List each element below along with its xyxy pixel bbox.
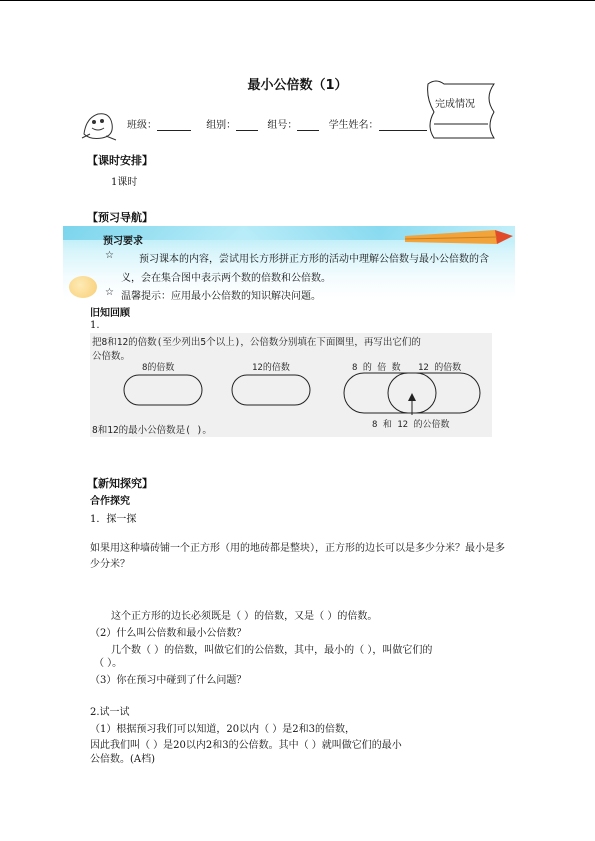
scroll-frame-icon <box>424 78 502 142</box>
arrow-head <box>408 393 416 401</box>
review-number: 1. <box>90 320 100 331</box>
multiples-figure <box>90 333 492 437</box>
oval-multiples-12 <box>232 375 310 405</box>
label-multiples-8-venn: 8 的 倍 数 <box>352 363 401 373</box>
preview-item1-line1: 预习课本的内容，尝试用长方形拼正方形的活动中理解公倍数与最小公倍数的含 <box>139 254 489 265</box>
label-multiples-12: 12的倍数 <box>252 363 290 373</box>
venn-right-oval <box>388 373 480 413</box>
try-title: 2.试一试 <box>90 707 130 718</box>
venn-left-oval <box>344 373 436 413</box>
preview-item1-line2: 义，会在集合图中表示两个数的倍数和公倍数。 <box>121 273 331 284</box>
venn-diagram <box>90 333 492 437</box>
preview-item2: 温馨提示：应用最小公倍数的知识解决问题。 <box>121 291 321 300</box>
oval-multiples-8 <box>124 375 202 405</box>
label-multiples-8: 8的倍数 <box>142 363 175 373</box>
group-field[interactable] <box>236 120 258 131</box>
preview-bullet-2: ☆ <box>105 287 114 298</box>
completion-status-label: 完成情况 <box>435 99 475 110</box>
preview-banner <box>63 226 515 300</box>
figure-instruction-line2: 公倍数。 <box>92 351 131 362</box>
schedule-heading: 【课时安排】 <box>87 154 153 167</box>
leaf-icon <box>69 276 97 298</box>
schedule-content: 1课时 <box>111 177 138 188</box>
explore-q1-text: 如果用这种墙砖铺一个正方形（用的地砖都是整块），正方形的边长可以是多少分米？最小是多少分米？ <box>90 543 505 570</box>
label-common-multiples: 8 和 12 的公倍数 <box>372 420 450 430</box>
label-multiples-12-venn: 12 的倍数 <box>418 363 462 373</box>
try-line3: 公倍数。(A档) <box>90 754 156 765</box>
explore-q3: （3）你在预习中碰到了什么问题？ <box>90 675 247 686</box>
figure-instruction-line1: 把8和12的倍数(至少列出5个以上)，公倍数分别填在下面圈里，再写出它们的 <box>92 337 421 348</box>
explore-q2: （2）什么叫公倍数和最小公倍数？ <box>90 628 247 639</box>
page-title: 最小公倍数（1） <box>247 78 348 93</box>
class-label: 班级： <box>127 120 157 131</box>
try-line1: （1）根据预习我们可以知道，20以内（ ）是2和3的倍数， <box>90 724 355 735</box>
preview-requirement-title: 预习要求 <box>103 236 143 247</box>
class-field[interactable] <box>157 120 191 131</box>
explore-heading: 【新知探究】 <box>87 477 153 490</box>
student-name-label: 学生姓名： <box>328 120 379 131</box>
explore-q2-line1: 几个数（ ）的倍数，叫做它们的公倍数，其中，最小的（ ），叫做它们的 <box>111 645 433 656</box>
preview-bullet-1: ☆ <box>105 250 114 261</box>
top-border <box>0 0 595 1</box>
figure-bottom-question: 8和12的最小公倍数是( )。 <box>92 425 212 436</box>
student-name-field[interactable] <box>379 120 427 131</box>
student-info-line <box>127 116 427 131</box>
review-title: 旧知回顾 <box>90 308 130 319</box>
explore-subtitle: 合作探究 <box>90 496 130 507</box>
explore-q1: 1．探一探 <box>90 514 137 525</box>
group-label: 组别： <box>206 120 237 131</box>
try-line2: 因此我们叫（ ）是20以内2和3的公倍数。其中（ ）就叫做它们的最小 <box>90 740 402 751</box>
preview-heading: 【预习导航】 <box>87 211 153 224</box>
decorative-doodle-icon <box>80 108 118 142</box>
explore-q1-answer: 这个正方形的边长必须既是（ ）的倍数，又是（ ）的倍数。 <box>111 611 378 622</box>
group-no-label: 组号： <box>267 120 298 131</box>
group-no-field[interactable] <box>297 120 319 131</box>
completion-status-box <box>424 78 502 142</box>
explore-q2-line2: （ ）。 <box>94 658 123 669</box>
